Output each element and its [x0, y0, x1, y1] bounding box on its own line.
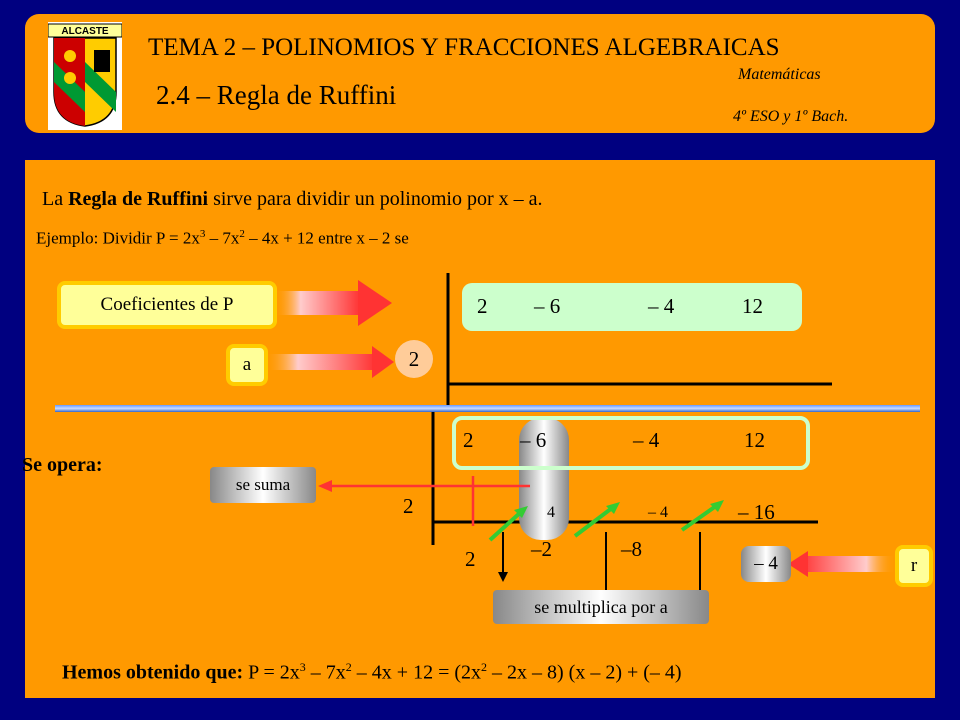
- se-suma-label: se suma: [210, 467, 316, 503]
- se-multiplica-label: se multiplica por a: [493, 590, 709, 624]
- section-subtitle: 2.4 – Regla de Ruffini: [156, 80, 397, 110]
- example-text: Ejemplo: Dividir $P = 2x^3 - 7x^2 - 4x + 12$ entre x – 2 se: [36, 228, 409, 248]
- a-label-box: a: [226, 344, 268, 386]
- coef-arrow: [275, 280, 392, 326]
- result-0: 2: [465, 547, 476, 571]
- separator-bar: [55, 405, 920, 412]
- r-label-box: r: [895, 545, 933, 587]
- subject-label: Matemáticas: [738, 66, 821, 83]
- sum-arrow: [318, 480, 530, 492]
- top-coef-3: 12: [742, 294, 763, 318]
- bottom-coef-1: – 6: [520, 428, 547, 452]
- bottom-coef-3: 12: [744, 428, 765, 452]
- page-title: TEMA 2 – POLINOMIOS Y FRACCIONES ALGEBRAICAS: [148, 34, 780, 61]
- top-coef-0: 2: [477, 294, 488, 318]
- result-1: –2: [531, 537, 552, 561]
- bottom-coef-0: 2: [463, 428, 474, 452]
- product-1: – 4: [648, 504, 668, 521]
- a-arrow: [265, 346, 394, 378]
- coef-label-box: Coeficientes de P: [57, 281, 277, 329]
- se-opera-label: Se opera:: [22, 454, 103, 476]
- result-text: Hemos obtenido que: $P = 2x^3 - 7x^2 - 4x + 12 = (2x^2 - 2x - 8)$ (x – 2) + (– 4): [62, 660, 682, 684]
- result-2: –8: [621, 537, 642, 561]
- a-value-circle: 2: [395, 340, 433, 378]
- remainder-arrow: [788, 551, 895, 577]
- level-label: 4º ESO y 1º Bach.: [733, 108, 849, 125]
- product-2: – 16: [738, 500, 775, 524]
- bottom-coef-2: – 4: [633, 428, 660, 452]
- bottom-a-value: 2: [403, 494, 414, 518]
- remainder-box: – 4: [741, 546, 791, 582]
- intro-text: La Regla de Ruffini sirve para dividir un polinomio por x – a.: [42, 188, 543, 210]
- top-coef-2: – 4: [648, 294, 675, 318]
- svg-text:ALCASTE: ALCASTE: [61, 26, 109, 37]
- top-coef-1: – 6: [534, 294, 561, 318]
- product-0: 4: [547, 504, 555, 521]
